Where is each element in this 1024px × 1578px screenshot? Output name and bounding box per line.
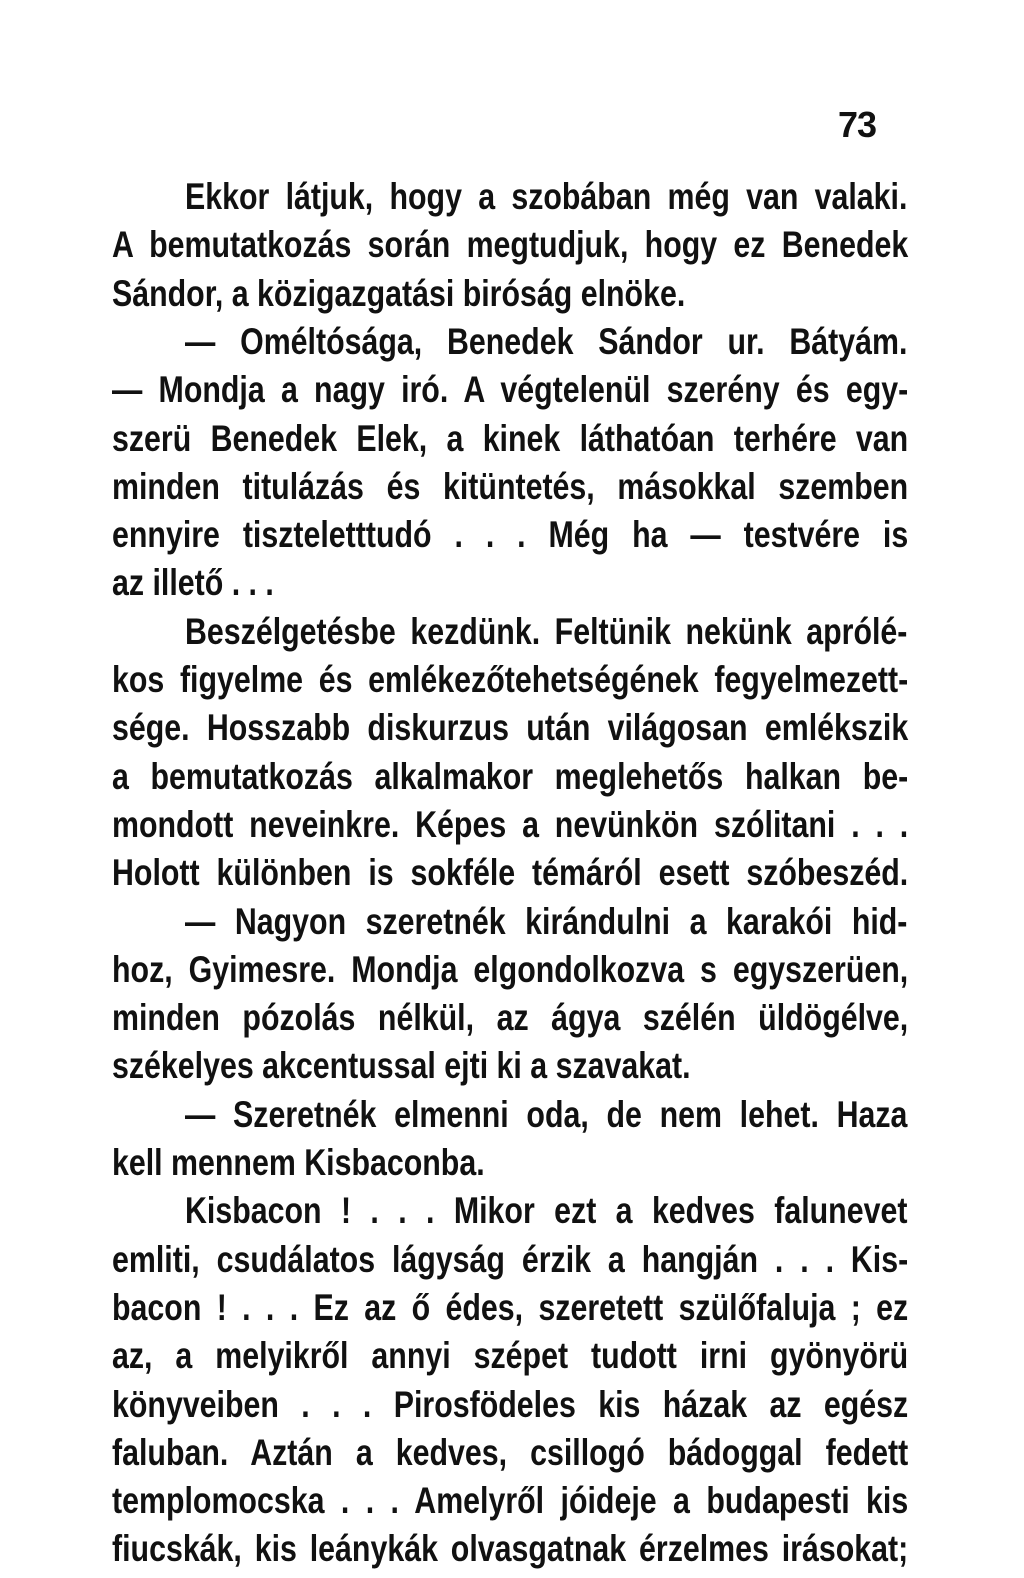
text-line: a bemutatkozás alkalmakor meglehetős halkan be- — [112, 755, 909, 797]
text-line: szerü Benedek Elek, a kinek láthatóan terhére van — [112, 417, 909, 459]
text-line: hoz, Gyimesre. Mondja elgondolkozva s egyszerüen, — [112, 948, 909, 990]
text-line: A bemutatkozás során megtudjuk, hogy ez Benedek — [112, 224, 909, 266]
text-line: faluban. Aztán a kedves, csillogó bádoggal fedett — [112, 1431, 909, 1473]
text-line: fiucskák, kis leánykák olvasgatnak érzelmes irásokat; — [112, 1528, 909, 1570]
text-line: Sándor, a közigazgatási biróság elnöke. — [112, 272, 686, 314]
text-line: kell mennem Kisbaconba. — [112, 1142, 485, 1183]
text-line: templomocska . . . Amelyről jóideje a budapesti kis — [112, 1480, 909, 1522]
text-line: Beszélgetésbe kezdünk. Feltünik nekünk aprólé- — [185, 610, 908, 652]
text-line: minden pózolás nélkül, az ágya szélén üldögélve, — [112, 997, 909, 1039]
page-number: 73 — [838, 104, 877, 145]
text-line: emliti, csudálatos lágyság érzik a hangján . . . Kis- — [112, 1238, 909, 1280]
text-line: sége. Hosszabb diskurzus után világosan emlékszik — [112, 707, 909, 749]
text-line: — Nagyon szeretnék kirándulni a karakói hid- — [185, 900, 908, 942]
text-line: az, a melyikről annyi szépet tudott irni gyönyörü — [112, 1335, 909, 1377]
text-line: — Mondja a nagy iró. A végtelenül szerény és egy- — [112, 369, 909, 411]
text-line: könyveiben . . . Pirosfödeles kis házak az egész — [112, 1383, 909, 1425]
text-line: — Oméltósága, Benedek Sándor ur. Bátyám. — [185, 320, 908, 362]
text-line: székelyes akcentussal ejti ki a szavakat. — [112, 1045, 691, 1087]
text-line: kos figyelme és emlékezőtehetségének fegyelmezett- — [112, 659, 909, 700]
text-line: minden titulázás és kitüntetés, másokkal szemben — [112, 465, 909, 507]
text-line: ennyire tiszteletttudó . . . Még ha — testvére is — [112, 514, 909, 556]
text-line: Kisbacon ! . . . Mikor ezt a kedves falunevet — [185, 1190, 908, 1232]
text-line: mondott neveinkre. Képes a nevünkön szólitani . . . — [112, 803, 909, 845]
text-line: Ekkor látjuk, hogy a szobában még van valaki. — [185, 176, 908, 217]
text-line: bacon ! . . . Ez az ő édes, szeretett szülőfaluja ; ez — [112, 1286, 909, 1328]
text-line: az illető . . . — [112, 562, 274, 604]
text-line: Holott különben is sokféle témáról esett szóbeszéd. — [112, 852, 909, 894]
text-line: — Szeretnék elmenni oda, de nem lehet. Haza — [185, 1093, 908, 1135]
